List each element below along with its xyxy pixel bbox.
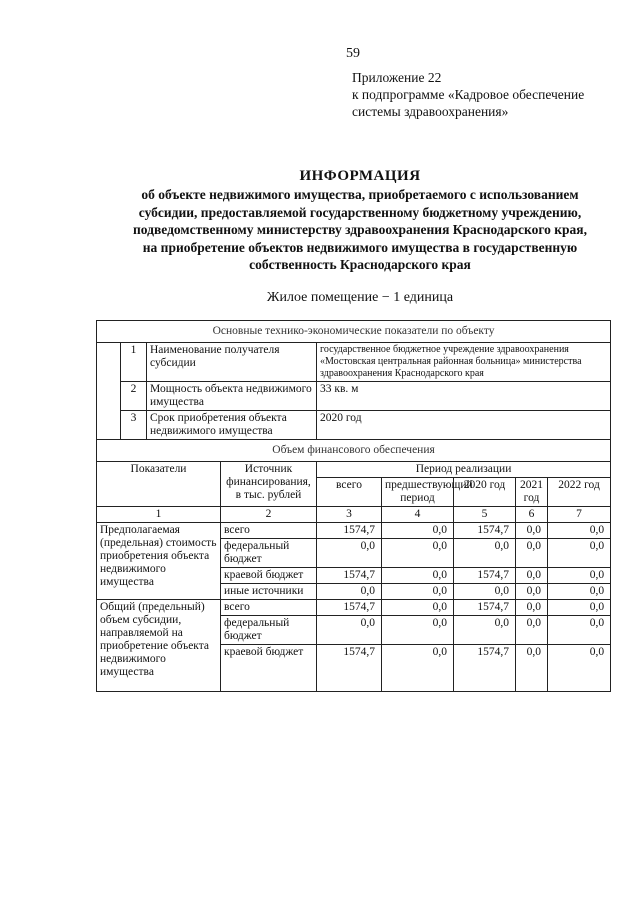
col-number: 2	[221, 507, 317, 523]
source-cell: федеральный бюджет	[221, 616, 317, 645]
col-number: 6	[516, 507, 548, 523]
heading-line-3: подведомственному министерству здравоохранения Краснодарского края,	[133, 222, 587, 237]
heading-line-2: субсидии, предоставляемой государственному бюджетному учреждению,	[138, 204, 582, 220]
col-number: 5	[454, 507, 516, 523]
source-cell: краевой бюджет	[221, 568, 317, 584]
section1-title: Основные технико-экономические показатели по объекту	[97, 321, 611, 343]
value-cell: 1574,7	[317, 645, 382, 692]
value-cell: 0,0	[516, 645, 548, 692]
value-cell: 0,0	[548, 584, 611, 600]
row-name: Срок приобретения объекта недвижимого имущества	[147, 411, 317, 440]
row-value: государственное бюджетное учреждение здравоохранения «Мостовская центральная районная больница» министерства здравоохранения Краснодарского края	[317, 343, 611, 382]
value-cell: 1574,7	[317, 600, 382, 616]
group-label: Общий (предельный) объем субсидии, направляемой на приобретение объекта недвижимого имущества	[97, 600, 221, 692]
source-cell: краевой бюджет	[221, 645, 317, 692]
header-row	[97, 462, 611, 478]
value-cell: 0,0	[516, 616, 548, 645]
value-cell: 0,0	[516, 539, 548, 568]
row-number: 3	[121, 411, 147, 440]
value-cell: 0,0	[454, 616, 516, 645]
value-cell: 0,0	[382, 523, 454, 539]
heading-line-1: об объекте недвижимого имущества, приобретаемого с использованием	[141, 187, 579, 202]
value-cell: 0,0	[516, 523, 548, 539]
unit-line: Жилое помещение − 1 единица	[266, 290, 454, 305]
value-cell: 1574,7	[454, 523, 516, 539]
col-number: 7	[548, 507, 611, 523]
value-cell: 0,0	[382, 584, 454, 600]
header-2022: 2022 год	[548, 478, 611, 507]
value-cell: 0,0	[516, 600, 548, 616]
source-cell: иные источники	[221, 584, 317, 600]
table-row	[97, 343, 611, 382]
header-total: всего	[317, 478, 382, 507]
table-row	[97, 382, 611, 411]
value-cell: 0,0	[382, 568, 454, 584]
col-number: 4	[382, 507, 454, 523]
table-row	[97, 600, 611, 616]
table-row	[97, 523, 611, 539]
value-cell: 0,0	[317, 616, 382, 645]
value-cell: 0,0	[548, 568, 611, 584]
value-cell: 0,0	[548, 539, 611, 568]
value-cell: 1574,7	[454, 645, 516, 692]
value-cell: 0,0	[454, 584, 516, 600]
group-label: Предполагаемая (предельная) стоимость приобретения объекта недвижимого имущества	[97, 523, 221, 600]
value-cell: 0,0	[548, 523, 611, 539]
header-period: Период реализации	[317, 462, 611, 478]
section1-title-row	[97, 321, 611, 343]
appendix-note	[352, 69, 584, 120]
value-cell: 0,0	[516, 584, 548, 600]
info-table	[96, 320, 611, 692]
value-cell: 0,0	[382, 600, 454, 616]
table-row	[97, 411, 611, 440]
appendix-line-3: системы здравоохранения»	[352, 104, 509, 119]
appendix-line-1: Приложение 22	[352, 70, 442, 85]
header-2020: 2020 год	[454, 478, 516, 507]
document-title: ИНФОРМАЦИЯ	[299, 168, 421, 184]
value-cell: 1574,7	[454, 568, 516, 584]
value-cell: 0,0	[548, 645, 611, 692]
header-previous: предшествующий период	[382, 478, 454, 507]
col-number: 3	[317, 507, 382, 523]
value-cell: 0,0	[548, 616, 611, 645]
section2-title-row	[97, 440, 611, 462]
col-number: 1	[97, 507, 221, 523]
value-cell: 0,0	[548, 600, 611, 616]
row-value: 33 кв. м	[317, 382, 611, 411]
row-value: 2020 год	[317, 411, 611, 440]
header-indicators: Показатели	[97, 462, 221, 507]
header-2021: 2021 год	[516, 478, 548, 507]
row-number: 2	[121, 382, 147, 411]
appendix-line-2: к подпрограмме «Кадровое обеспечение	[352, 87, 585, 102]
column-numbers-row	[97, 507, 611, 523]
page-number: 59	[346, 46, 360, 61]
value-cell: 1574,7	[317, 523, 382, 539]
section2-title: Объем финансового обеспечения	[97, 440, 611, 462]
row-number: 1	[121, 343, 147, 382]
source-cell: всего	[221, 523, 317, 539]
row-name: Наименование получателя субсидии	[147, 343, 317, 382]
value-cell: 0,0	[317, 539, 382, 568]
source-cell: всего	[221, 600, 317, 616]
document-heading	[90, 166, 630, 274]
heading-line-4: на приобретение объектов недвижимого имущества в государственную	[142, 239, 578, 255]
value-cell: 0,0	[516, 568, 548, 584]
heading-line-5: собственность Краснодарского края	[249, 257, 471, 272]
source-cell: федеральный бюджет	[221, 539, 317, 568]
value-cell: 0,0	[454, 539, 516, 568]
value-cell: 1574,7	[317, 568, 382, 584]
header-source: Источник финансирования, в тыс. рублей	[221, 462, 317, 507]
value-cell: 1574,7	[454, 600, 516, 616]
row-name: Мощность объекта недвижимого имущества	[147, 382, 317, 411]
value-cell: 0,0	[382, 645, 454, 692]
value-cell: 0,0	[382, 539, 454, 568]
value-cell: 0,0	[317, 584, 382, 600]
value-cell: 0,0	[382, 616, 454, 645]
